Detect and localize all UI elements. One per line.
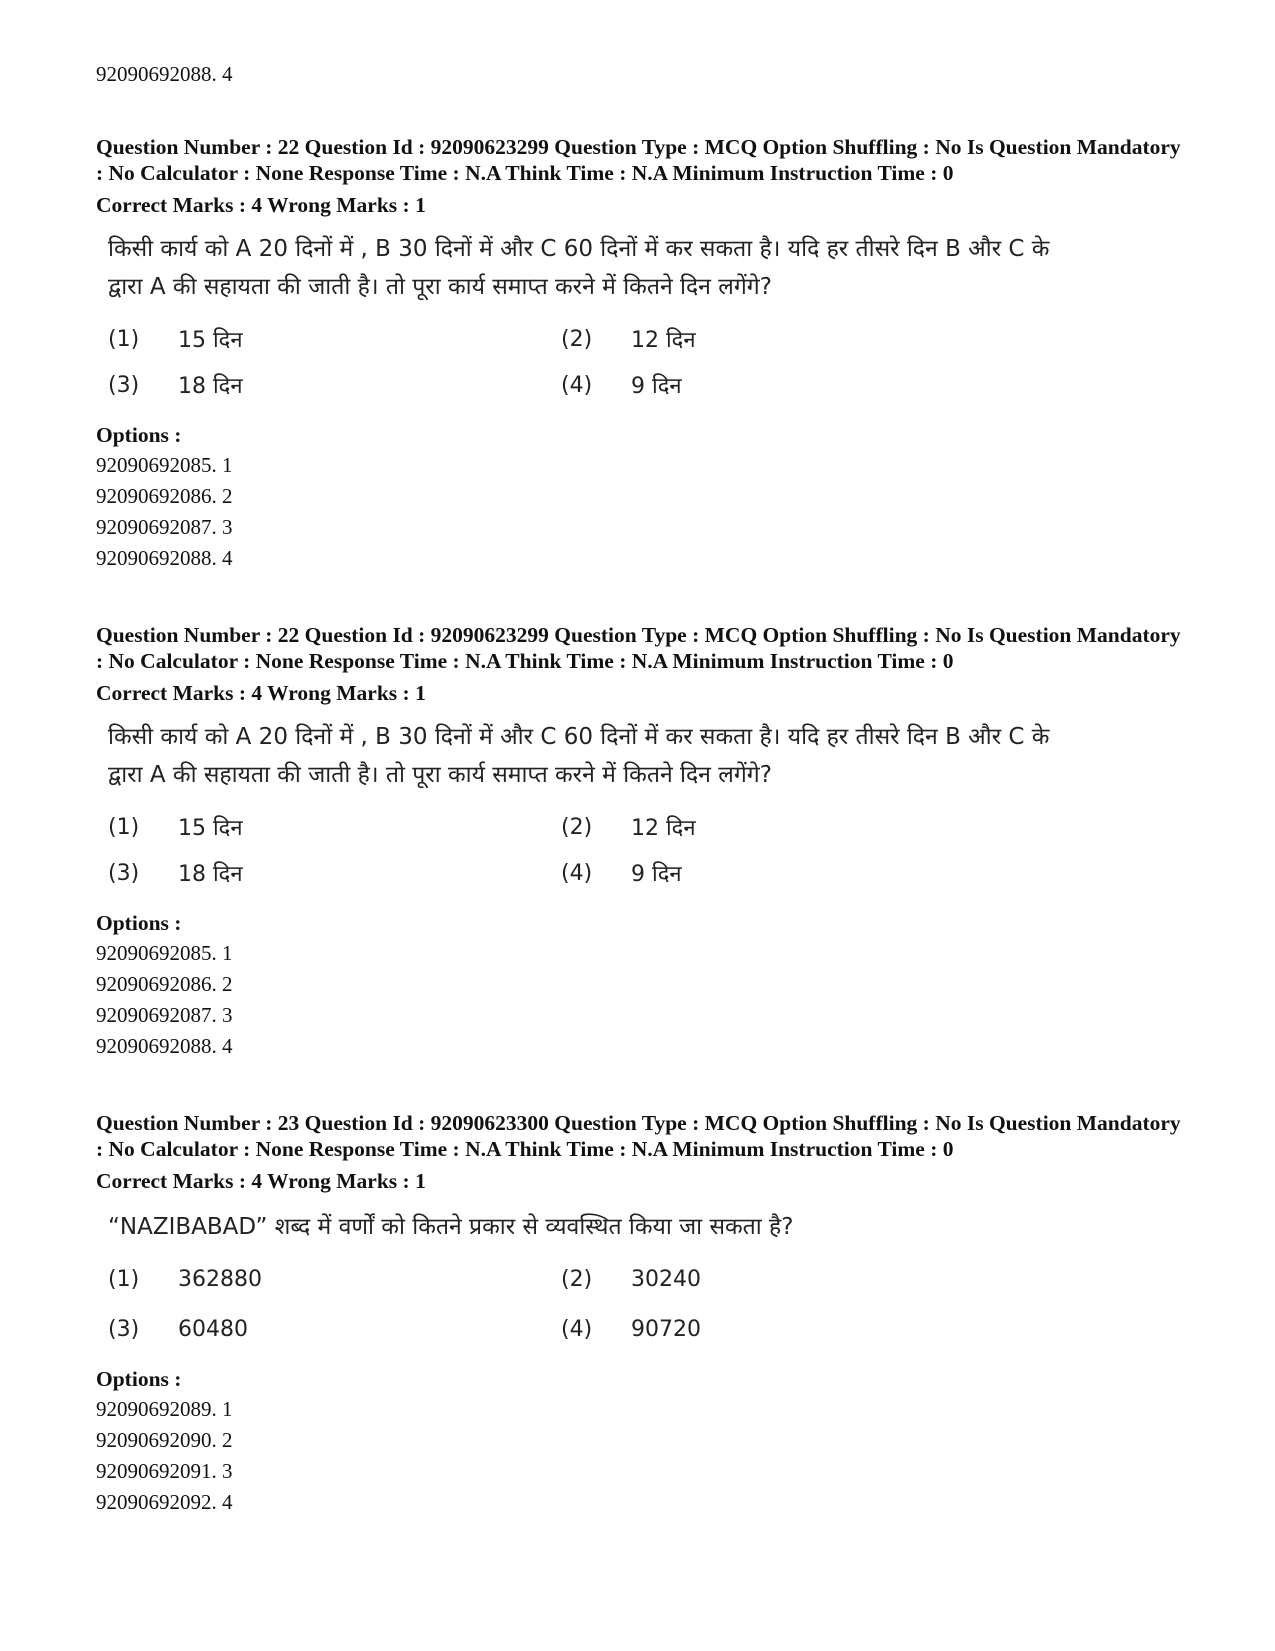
choice-number: (4) (561, 860, 593, 886)
choice-number: (4) (561, 372, 593, 398)
options-heading: Options : (96, 1367, 182, 1391)
choice-text: 18 दिन (178, 374, 243, 399)
question-text: किसी कार्य को A 20 दिनों में , B 30 दिनों में और C 60 दिनों में कर सकता है। यदि हर तीसरे दिन B और C के द्वारा A की सहायता की जाती है। तो पूरा कार्य समाप्त करने में कितने दिन लगेंगे? (108, 724, 1050, 788)
option-id: 92090692085. 1 (96, 453, 233, 477)
question-block (96, 622, 1196, 1062)
choice-4 (561, 1310, 961, 1348)
options-list (96, 450, 1196, 574)
question-text: “NAZIBABAD” शब्द में वर्णों को कितने प्रकार से व्यवस्थित किया जा सकता है? (108, 1214, 794, 1240)
question-block (96, 1110, 1196, 1518)
option-id: 92090692087. 3 (96, 1003, 233, 1027)
choice-text: 9 दिन (631, 374, 682, 399)
question-text: किसी कार्य को A 20 दिनों में , B 30 दिनों में और C 60 दिनों में कर सकता है। यदि हर तीसरे दिन B और C के द्वारा A की सहायता की जाती है। तो पूरा कार्य समाप्त करने में कितने दिन लगेंगे? (108, 236, 1050, 300)
previous-option-line: 92090692088. 4 (96, 62, 233, 86)
option-id: 92090692086. 2 (96, 972, 233, 996)
choice-text: 30240 (631, 1266, 701, 1292)
answer-choices (108, 320, 1196, 404)
choice-number: (3) (108, 372, 140, 398)
options-heading: Options : (96, 911, 182, 935)
option-id: 92090692092. 4 (96, 1490, 233, 1514)
choice-text: 12 दिन (631, 816, 696, 841)
answer-choices (108, 1260, 1196, 1348)
choice-1 (108, 1260, 561, 1298)
choice-text: 90720 (631, 1316, 701, 1342)
option-id: 92090692085. 1 (96, 941, 233, 965)
option-id: 92090692088. 4 (96, 546, 233, 570)
choice-text: 12 दिन (631, 328, 696, 353)
question-meta: Question Number : 23 Question Id : 92090623300 Question Type : MCQ Option Shuffling : No Is Question Mandatory : No Calculator : None Response Time : N.A Think Time : N.A Minimum Instruction Time : 0 (96, 1111, 1181, 1161)
choice-number: (2) (561, 1266, 593, 1292)
options-list (96, 938, 1196, 1062)
option-id: 92090692088. 4 (96, 1034, 233, 1058)
answer-choices (108, 808, 1196, 892)
choice-text: 15 दिन (178, 328, 243, 353)
choice-number: (1) (108, 814, 140, 840)
question-block (96, 134, 1196, 574)
option-id: 92090692089. 1 (96, 1397, 233, 1421)
question-meta: Question Number : 22 Question Id : 92090623299 Question Type : MCQ Option Shuffling : No Is Question Mandatory : No Calculator : None Response Time : N.A Think Time : N.A Minimum Instruction Time : 0 (96, 623, 1181, 673)
choice-text: 362880 (178, 1266, 262, 1292)
choice-number: (2) (561, 326, 593, 352)
choice-2 (561, 320, 961, 358)
choice-text: 9 दिन (631, 862, 682, 887)
option-id: 92090692087. 3 (96, 515, 233, 539)
choice-text: 15 दिन (178, 816, 243, 841)
choice-number: (3) (108, 860, 140, 886)
options-list (96, 1394, 1196, 1518)
choice-number: (1) (108, 326, 140, 352)
option-id: 92090692086. 2 (96, 484, 233, 508)
question-marks: Correct Marks : 4 Wrong Marks : 1 (96, 681, 426, 705)
choice-2 (561, 1260, 961, 1298)
choice-1 (108, 320, 561, 358)
choice-3 (108, 1310, 561, 1348)
choice-3 (108, 366, 561, 404)
option-id: 92090692090. 2 (96, 1428, 233, 1452)
options-heading: Options : (96, 423, 182, 447)
choice-number: (2) (561, 814, 593, 840)
choice-4 (561, 366, 961, 404)
question-marks: Correct Marks : 4 Wrong Marks : 1 (96, 1169, 426, 1193)
choice-text: 60480 (178, 1316, 248, 1342)
question-marks: Correct Marks : 4 Wrong Marks : 1 (96, 193, 426, 217)
choice-2 (561, 808, 961, 846)
choice-number: (3) (108, 1316, 140, 1342)
choice-4 (561, 854, 961, 892)
choice-1 (108, 808, 561, 846)
choice-number: (1) (108, 1266, 140, 1292)
choice-number: (4) (561, 1316, 593, 1342)
choice-text: 18 दिन (178, 862, 243, 887)
option-id: 92090692091. 3 (96, 1459, 233, 1483)
choice-3 (108, 854, 561, 892)
question-meta: Question Number : 22 Question Id : 92090623299 Question Type : MCQ Option Shuffling : No Is Question Mandatory : No Calculator : None Response Time : N.A Think Time : N.A Minimum Instruction Time : 0 (96, 135, 1181, 185)
